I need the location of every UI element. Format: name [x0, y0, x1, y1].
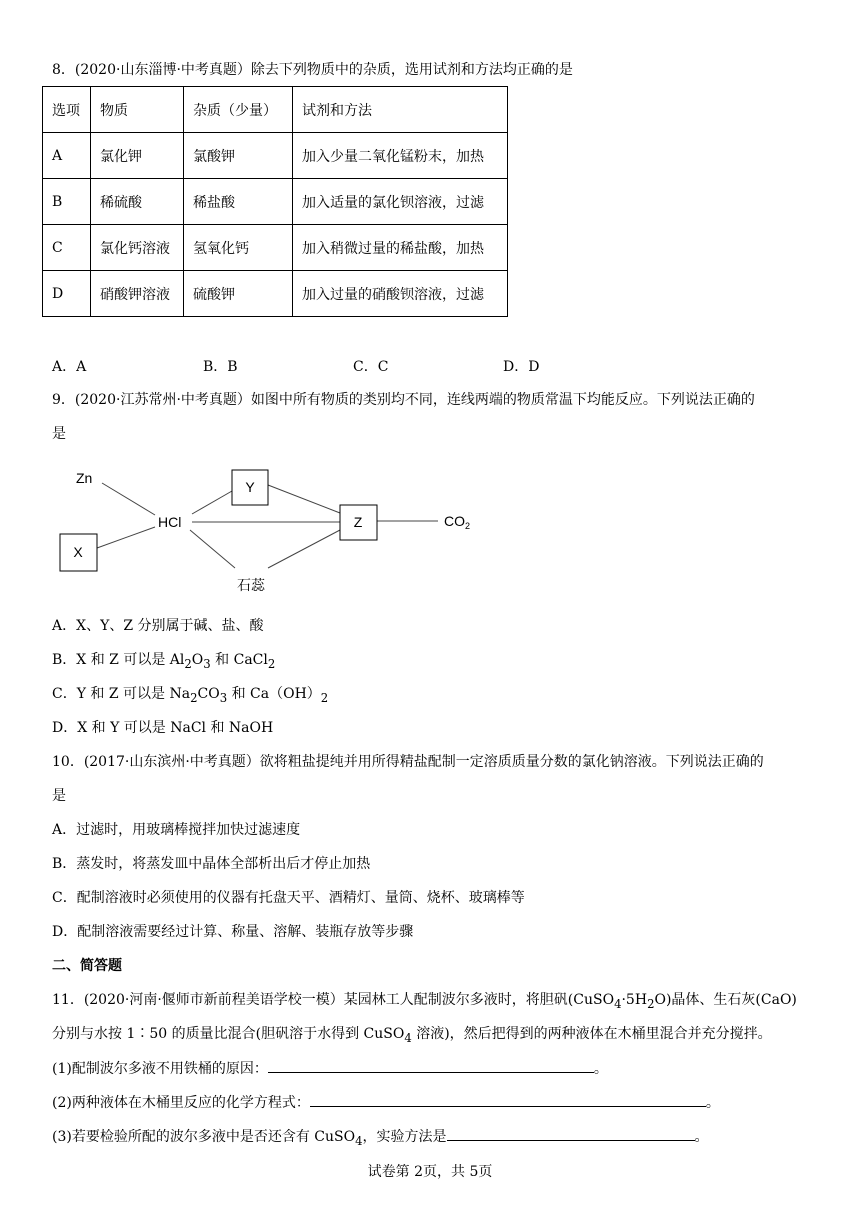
- table-cell: 加入过量的硝酸钡溶液，过滤: [293, 271, 508, 317]
- table-cell: 稀盐酸: [184, 179, 293, 225]
- answer-blank[interactable]: [268, 1058, 594, 1073]
- q8-choice-c: C．C: [353, 359, 389, 375]
- q10-option-b: B．蒸发时，将蒸发皿中晶体全部析出后才停止加热: [52, 856, 371, 872]
- table-header-cell: 试剂和方法: [293, 87, 508, 133]
- table-cell: 氯化钾: [91, 133, 184, 179]
- label-litmus: 石蕊: [237, 577, 265, 593]
- table-cell: 加入少量二氧化锰粉末，加热: [293, 133, 508, 179]
- q8-options-table: [42, 86, 508, 317]
- table-cell: 氯酸钾: [184, 133, 293, 179]
- table-cell: 稀硫酸: [91, 179, 184, 225]
- table-cell: A: [43, 133, 91, 179]
- line-y-z: [268, 485, 340, 513]
- section-heading: 二、简答题: [52, 958, 122, 974]
- q11-stem-line1: 11．(2020·河南·偃师市新前程美语学校一模）某园林工人配制波尔多液时，将胆矾$(CuSO_4\cdot 5H_2O)$晶体、生石灰(CaO): [52, 992, 797, 1011]
- label-co2: $CO_2$: [444, 513, 471, 531]
- table-cell: D: [43, 271, 91, 317]
- label-zn: Zn: [76, 470, 93, 486]
- q11-sub3: (3)若要检验所配的波尔多液中是否还含有 CuSO$_4$，实验方法是 。: [52, 1126, 709, 1151]
- q9-option-a: A．X、Y、Z 分别属于碱、盐、酸: [52, 618, 264, 634]
- table-cell: 硝酸钾溶液: [91, 271, 184, 317]
- table-row: [43, 179, 508, 225]
- q8-choice-d: D．D: [503, 359, 540, 375]
- table-cell: 硫酸钾: [184, 271, 293, 317]
- table-row: [43, 133, 508, 179]
- line-x-hcl: [97, 527, 155, 548]
- table-cell: 加入稍微过量的稀盐酸，加热: [293, 225, 508, 271]
- q8-choice-a: A．A: [52, 359, 87, 375]
- page-footer: 试卷第 2页，共 5页: [367, 1164, 493, 1180]
- table-cell: C: [43, 225, 91, 271]
- line-zn-hcl: [102, 483, 155, 515]
- table-header-cell: 物质: [91, 87, 184, 133]
- table-cell: 氯化钙溶液: [91, 225, 184, 271]
- table-header-cell: 杂质（少量）: [184, 87, 293, 133]
- q11-sub1: (1)配制波尔多液不用铁桶的原因： 。: [52, 1058, 608, 1079]
- table-cell: 加入适量的氯化钡溶液，过滤: [293, 179, 508, 225]
- table-header-cell: 选项: [43, 87, 91, 133]
- line-litmus-z: [268, 530, 340, 568]
- q9-reaction-diagram: [0, 455, 500, 600]
- q9-option-c: C．Y 和 Z 可以是 $Na_2CO_3$ 和 $Ca(OH)_2$: [52, 686, 329, 705]
- q8-stem: 8．(2020·山东淄博·中考真题）除去下列物质中的杂质，选用试剂和方法均正确的是: [52, 62, 573, 78]
- label-z: Z: [353, 514, 363, 530]
- label-hcl: HCl: [158, 514, 182, 530]
- q10-stem-line1: 10．(2017·山东滨州·中考真题）欲将粗盐提纯并用所得精盐配制一定溶质质量分数的氯化钠溶液。下列说法正确的: [52, 754, 764, 770]
- table-row: [43, 225, 508, 271]
- q10-stem-line2: 是: [52, 788, 66, 804]
- q9-option-d: D．X 和 Y 可以是 NaCl 和 NaOH: [52, 720, 274, 736]
- q10-option-a: A．过滤时，用玻璃棒搅拌加快过滤速度: [52, 822, 301, 838]
- q10-option-d: D．配制溶液需要经过计算、称量、溶解、装瓶存放等步骤: [52, 924, 414, 940]
- q9-option-b: B．X 和 Z 可以是 $Al_2O_3$ 和 CaCl$_2$: [52, 652, 276, 671]
- table-row: [43, 271, 508, 317]
- q9-stem-line2: 是: [52, 426, 66, 442]
- table-cell: B: [43, 179, 91, 225]
- q11-stem-line2: 分别与水按 1∶50 的质量比混合(胆矾溶于水得到 CuSO$_4$ 溶液)，然后把得到的两种液体在木桶里混合并充分搅拌。: [52, 1026, 772, 1045]
- line-hcl-litmus: [190, 530, 235, 568]
- q8-choice-b: B．B: [203, 359, 238, 375]
- label-y: Y: [245, 479, 255, 495]
- answer-blank[interactable]: [310, 1092, 706, 1107]
- line-hcl-y: [192, 491, 232, 514]
- q10-option-c: C．配制溶液时必须使用的仪器有托盘天平、酒精灯、量筒、烧杯、玻璃棒等: [52, 890, 525, 906]
- label-x: X: [73, 544, 83, 560]
- q9-stem-line1: 9．(2020·江苏常州·中考真题）如图中所有物质的类别均不同，连线两端的物质常温下均能反应。下列说法正确的: [52, 392, 755, 408]
- table-cell: 氢氧化钙: [184, 225, 293, 271]
- q11-sub2: (2)两种液体在木桶里反应的化学方程式： 。: [52, 1092, 720, 1113]
- answer-blank[interactable]: [447, 1126, 695, 1141]
- table-header-row: [43, 87, 508, 133]
